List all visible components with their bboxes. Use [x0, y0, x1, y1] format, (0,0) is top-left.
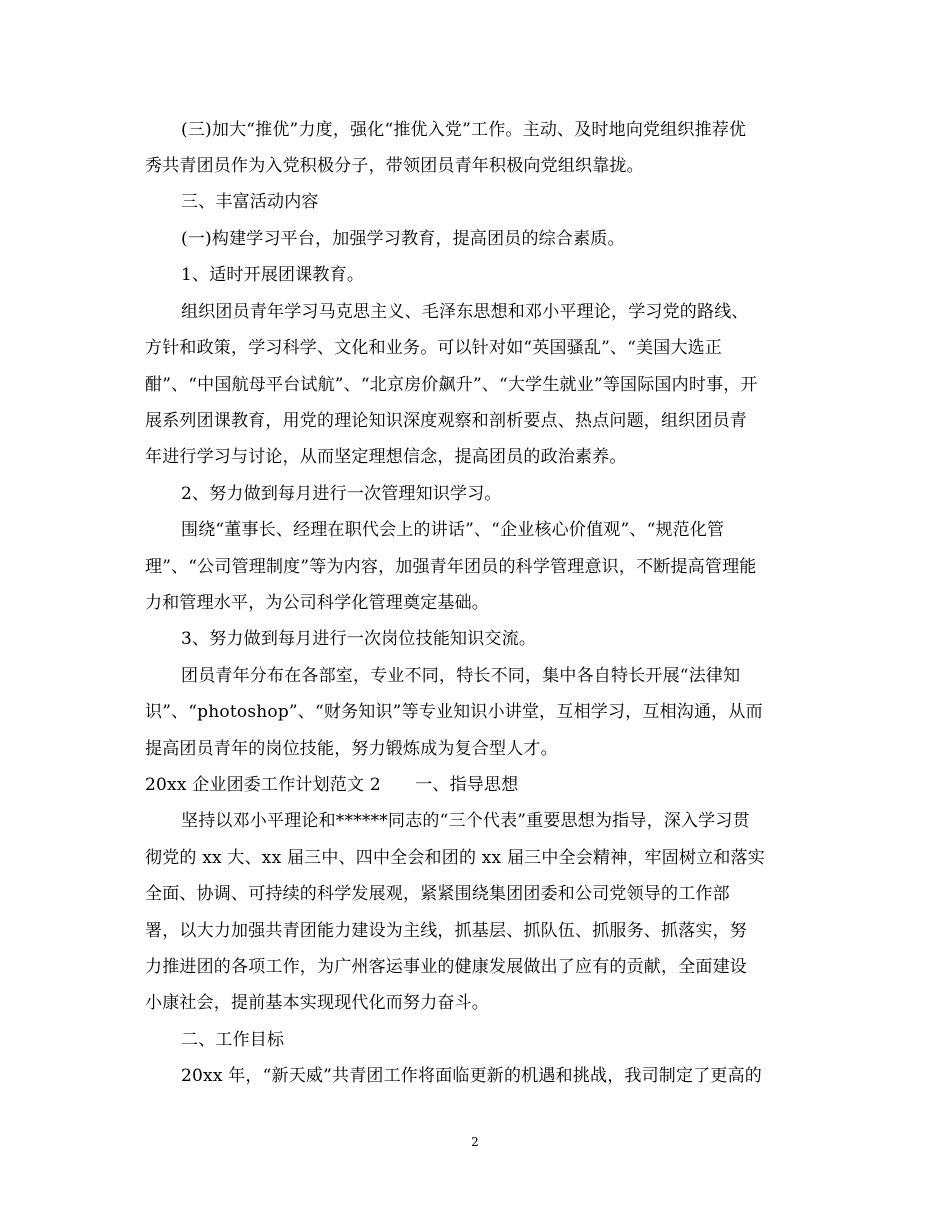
item-heading: 1、适时开展团课教育。	[181, 265, 365, 285]
paragraph-line: 20xx 年，“新天威”共青团工作将面临更新的机遇和挑战，我司制定了更高的	[181, 1066, 762, 1086]
section-heading: 二、工作目标	[181, 1030, 285, 1050]
paragraph-line: 全面、协调、可持续的科学发展观，紧紧围绕集团团委和公司党领导的工作部	[145, 884, 730, 904]
page-number: 2	[471, 1135, 479, 1149]
section-heading: 三、丰富活动内容	[181, 192, 319, 212]
paragraph-line: 彻党的 xx 大、xx 届三中、四中全会和团的 xx 届三中全会精神，牢固树立和落实	[145, 848, 765, 868]
paragraph-line: 组织团员青年学习马克思主义、毛泽东思想和邓小平理论，学习党的路线、	[181, 302, 749, 322]
paragraph-line: (三)加大“推优”力度，强化“推优入党”工作。主动、及时地向党组织推荐优	[181, 120, 747, 140]
paragraph-line: 力推进团的各项工作，为广州客运事业的健康发展做出了应有的贡献，全面建设	[145, 957, 747, 977]
paragraph-line: 力和管理水平，为公司科学化管理奠定基础。	[145, 593, 489, 613]
paragraph-line: 展系列团课教育，用党的理论知识深度观察和剖析要点、热点问题，组织团员青	[145, 411, 747, 431]
paragraph-line: 团员青年分布在各部室，专业不同，特长不同，集中各自特长开展“法律知	[181, 666, 741, 686]
item-heading: 3、努力做到每月进行一次岗位技能知识交流。	[181, 629, 537, 649]
paragraph-line: 酣”、“中国航母平台试航”、“北京房价飙升”、“大学生就业”等国际国内时事，开	[145, 375, 758, 395]
paragraph-line: 识”、“photoshop”、“财务知识”等专业知识小讲堂，互相学习，互相沟通，从而	[145, 702, 763, 722]
item-heading: 2、努力做到每月进行一次管理知识学习。	[181, 484, 502, 504]
paragraph-line: 方针和政策，学习科学、文化和业务。可以针对如“英国骚乱”、“美国大选正	[145, 338, 723, 358]
paragraph-line: 年进行学习与讨论，从而坚定理想信念，提高团员的政治素养。	[145, 447, 627, 467]
paragraph-line: 理”、“公司管理制度”等为内容，加强青年团员的科学管理意识，不断提高管理能	[145, 557, 757, 577]
paragraph-line: 坚持以邓小平理论和******同志的“三个代表”重要思想为指导，深入学习贯	[181, 811, 750, 831]
paragraph-line: 围绕“董事长、经理在职代会上的讲话”、“企业核心价值观”、“规范化管	[181, 520, 725, 540]
paragraph-line: 小康社会，提前基本实现现代化而努力奋斗。	[145, 993, 489, 1013]
paragraph-line: 署，以大力加强共青团能力建设为主线，抓基层、抓队伍、抓服务、抓落实，努	[145, 921, 747, 941]
document-title-line: 20xx 企业团委工作计划范文 2 一、指导思想	[145, 775, 519, 795]
paragraph-line: 秀共青团员作为入党积极分子，带领团员青年积极向党组织靠拢。	[145, 156, 644, 176]
subsection-heading: (一)构建学习平台，加强学习教育，提高团员的综合素质。	[181, 229, 625, 249]
paragraph-line: 提高团员青年的岗位技能，努力锻炼成为复合型人才。	[145, 739, 558, 759]
